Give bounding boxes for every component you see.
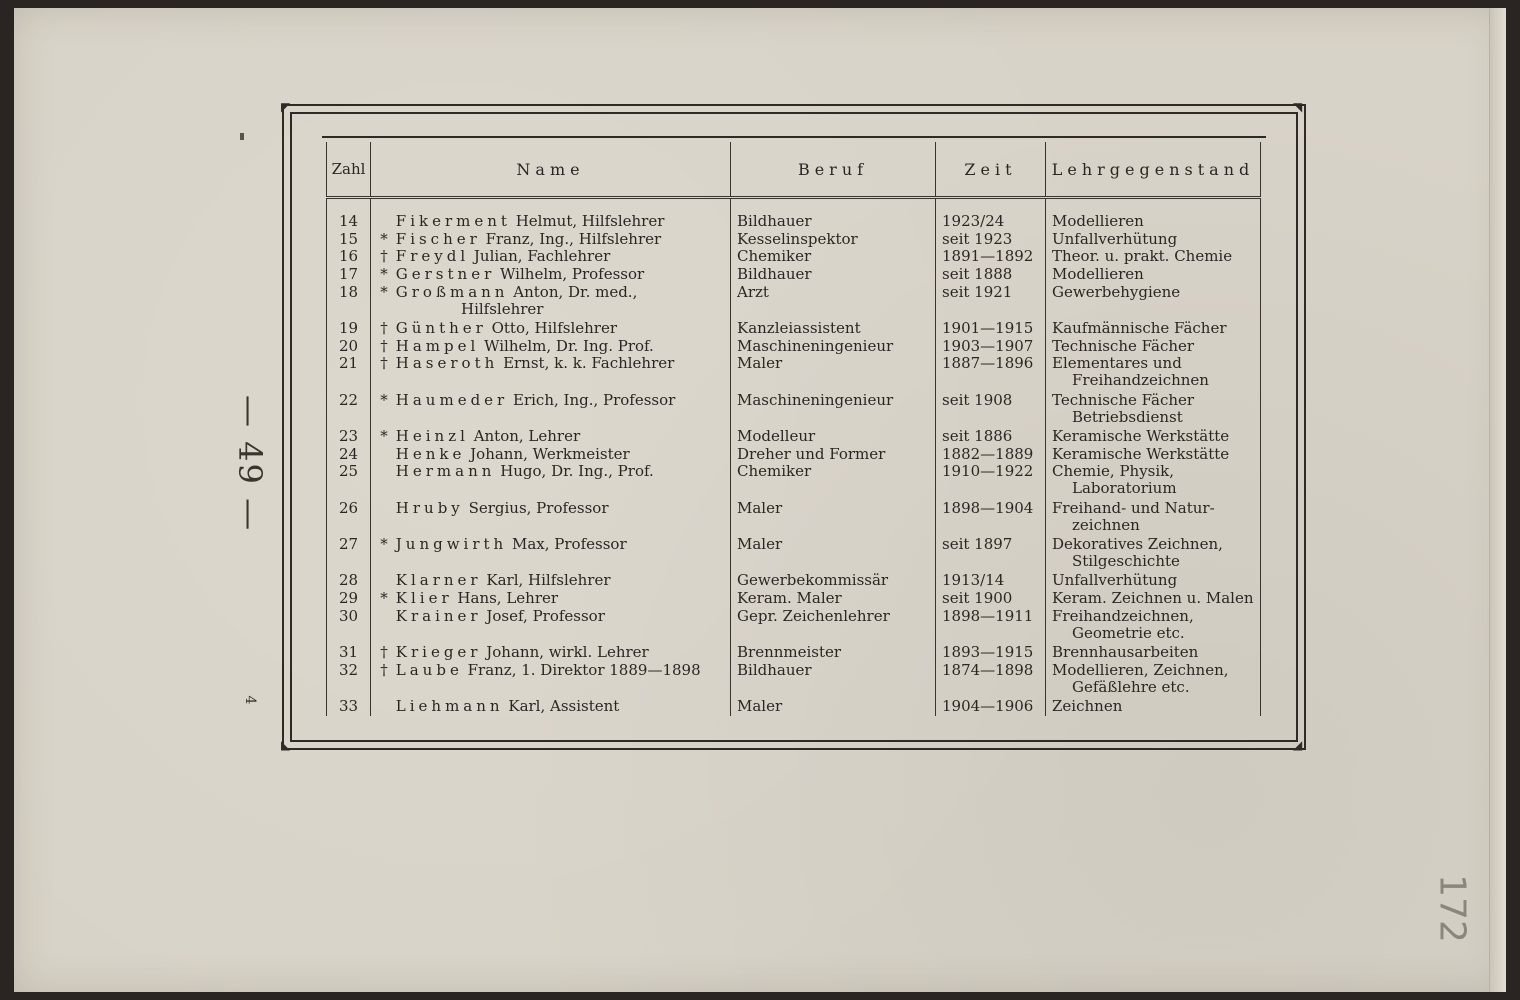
subject: Kaufmännische Fächer	[1052, 320, 1227, 338]
row-number	[327, 284, 371, 319]
status-mark: †	[380, 644, 388, 662]
beruf-cell	[731, 284, 936, 319]
header-name: Name	[371, 142, 731, 198]
subject: Elementares und	[1052, 355, 1182, 373]
surname: Henke	[395, 445, 466, 463]
row-number-text: 14	[338, 213, 359, 230]
name-details: Josef, Professor	[486, 607, 605, 625]
zeit: seit 1921	[942, 283, 1013, 301]
zeit: 1903—1907	[942, 337, 1034, 355]
row-number	[327, 536, 371, 571]
zeit-cell	[936, 590, 1046, 608]
subject-cell	[1046, 463, 1261, 498]
subject-continuation: Stilgeschichte	[1072, 552, 1180, 571]
row-number	[327, 320, 371, 338]
name-cell	[371, 428, 731, 446]
name-continuation: Hilfslehrer	[461, 299, 544, 318]
row-number	[327, 500, 371, 535]
beruf-cell	[731, 338, 936, 356]
status-mark: *	[380, 283, 388, 301]
subject-cell	[1046, 446, 1261, 464]
surname: Fikerment	[395, 213, 511, 230]
surname: Freydl	[395, 248, 470, 266]
status-mark: *	[380, 428, 388, 446]
table-row	[327, 698, 1261, 716]
subject: Unfallverhütung	[1052, 230, 1178, 248]
surname: Heinzl	[395, 428, 469, 446]
subject-cell	[1046, 644, 1261, 662]
subject: Zeichnen	[1052, 698, 1123, 716]
table-row	[327, 392, 1261, 427]
beruf-cell	[731, 213, 936, 231]
beruf: Modelleur	[737, 428, 816, 446]
beruf: Arzt	[737, 283, 769, 301]
subject-cell	[1046, 572, 1261, 590]
subject-cell	[1046, 355, 1261, 390]
zeit-cell	[936, 463, 1046, 498]
subject-cell	[1046, 231, 1261, 249]
row-number-text: 22	[338, 391, 359, 409]
table-row	[327, 446, 1261, 464]
beruf-cell	[731, 266, 936, 284]
beruf: Maschineningenieur	[737, 391, 894, 409]
subject: Dekoratives Zeichnen,	[1052, 536, 1223, 554]
table-body	[327, 198, 1261, 717]
beruf: Brennmeister	[737, 644, 842, 662]
table-row	[327, 355, 1261, 390]
archive-mark: 172	[1431, 874, 1473, 943]
table-row	[327, 284, 1261, 319]
zeit-cell	[936, 572, 1046, 590]
surname: Günther	[395, 320, 487, 338]
subject-cell	[1046, 213, 1261, 231]
row-number	[327, 463, 371, 498]
row-number	[327, 266, 371, 284]
beruf: Keram. Maler	[737, 590, 842, 608]
table-top-rule	[322, 136, 1266, 138]
row-number-text: 33	[338, 698, 359, 716]
page-edge	[1489, 8, 1506, 992]
corner-ornament-icon: ◤	[281, 100, 291, 114]
subject: Gewerbehygiene	[1052, 283, 1181, 301]
subject: Theor. u. prakt. Chemie	[1052, 248, 1233, 266]
status-mark: *	[380, 230, 388, 248]
beruf-cell	[731, 446, 936, 464]
beruf: Maler	[737, 536, 783, 554]
name-details: Otto, Hilfslehrer	[491, 320, 618, 338]
zeit-cell	[936, 320, 1046, 338]
row-number-text: 24	[338, 445, 359, 463]
row-number	[327, 590, 371, 608]
row-number	[327, 608, 371, 643]
row-number-text: 28	[338, 572, 359, 590]
surname: Hermann	[395, 463, 496, 481]
subject-cell	[1046, 284, 1261, 319]
beruf: Bildhauer	[737, 213, 812, 230]
zeit-cell	[936, 446, 1046, 464]
subject-continuation: Betriebsdienst	[1072, 407, 1183, 426]
corner-ornament-icon: ◢	[1293, 738, 1303, 752]
name-cell	[371, 338, 731, 356]
beruf-cell	[731, 320, 936, 338]
table-row	[327, 463, 1261, 498]
name-details: Helmut, Hilfslehrer	[515, 213, 665, 230]
name-details: Ernst, k. k. Fachlehrer	[503, 355, 675, 373]
row-number-text: 21	[338, 355, 359, 373]
beruf: Chemiker	[737, 248, 812, 266]
name-details: Sergius, Professor	[468, 499, 609, 517]
table-row	[327, 338, 1261, 356]
status-mark: *	[380, 536, 388, 554]
table-row	[327, 644, 1261, 662]
row-number-text: 27	[338, 536, 359, 554]
zeit: 1913/14	[942, 572, 1005, 590]
name-cell	[371, 392, 731, 427]
row-number	[327, 338, 371, 356]
row-number	[327, 698, 371, 716]
zeit-cell	[936, 355, 1046, 390]
row-number-text: 31	[338, 644, 359, 662]
row-number-text: 18	[338, 283, 359, 301]
name-cell	[371, 320, 731, 338]
row-number	[327, 248, 371, 266]
beruf: Kesselinspektor	[737, 230, 858, 248]
status-mark: †	[380, 248, 388, 266]
name-cell	[371, 662, 731, 697]
row-number-text: 23	[338, 428, 359, 446]
row-number	[327, 662, 371, 697]
status-mark: †	[380, 320, 388, 338]
name-cell	[371, 644, 731, 662]
surname: Liehmann	[395, 698, 504, 716]
beruf-cell	[731, 590, 936, 608]
subject: Modellieren	[1052, 266, 1144, 284]
page-number: — 49 —	[231, 395, 269, 533]
name-cell	[371, 284, 731, 319]
beruf-cell	[731, 662, 936, 697]
zeit-cell	[936, 213, 1046, 231]
zeit: 1910—1922	[942, 463, 1034, 481]
name-details: Anton, Dr. med.,	[513, 283, 638, 301]
subject-cell	[1046, 536, 1261, 571]
name-cell	[371, 446, 731, 464]
name-cell	[371, 590, 731, 608]
subject-continuation: Laboratorium	[1072, 479, 1177, 498]
status-mark: †	[380, 337, 388, 355]
name-details: Hans, Lehrer	[457, 590, 559, 608]
zeit: 1923/24	[942, 213, 1005, 230]
printer-mark	[240, 133, 244, 140]
corner-ornament-icon: ◣	[281, 738, 291, 752]
zeit: seit 1908	[942, 391, 1013, 409]
zeit-cell	[936, 536, 1046, 571]
header-zeit: Zeit	[936, 142, 1046, 198]
header-lehrgegenstand: Lehrgegenstand	[1046, 142, 1261, 198]
name-cell	[371, 231, 731, 249]
subject-cell	[1046, 590, 1261, 608]
subject: Keramische Werkstätte	[1052, 428, 1230, 446]
table-row	[327, 428, 1261, 446]
surname: Haseroth	[395, 355, 499, 373]
row-number-text: 16	[338, 248, 359, 266]
subject: Freihandzeichnen,	[1052, 607, 1194, 625]
subject: Chemie, Physik,	[1052, 463, 1175, 481]
beruf: Bildhauer	[737, 661, 812, 679]
row-number	[327, 355, 371, 390]
corner-ornament-icon: ◥	[1293, 100, 1303, 114]
zeit-cell	[936, 338, 1046, 356]
surname: Großmann	[395, 283, 509, 301]
zeit: 1893—1915	[942, 644, 1034, 662]
name-details: Johann, Werkmeister	[470, 445, 630, 463]
name-cell	[371, 500, 731, 535]
surname: Haumeder	[395, 391, 509, 409]
row-number-text: 15	[338, 230, 359, 248]
surname: Klarner	[395, 572, 482, 590]
name-details: Julian, Fachlehrer	[473, 248, 611, 266]
beruf: Gepr. Zeichenlehrer	[737, 607, 890, 625]
subject-cell	[1046, 320, 1261, 338]
zeit: seit 1886	[942, 428, 1013, 446]
subject: Modellieren, Zeichnen,	[1052, 661, 1229, 679]
name-details: Hugo, Dr. Ing., Prof.	[500, 463, 654, 481]
table-row	[327, 213, 1261, 231]
beruf-cell	[731, 231, 936, 249]
zeit-cell	[936, 644, 1046, 662]
zeit: 1882—1889	[942, 445, 1034, 463]
beruf: Maler	[737, 698, 783, 716]
zeit-cell	[936, 698, 1046, 716]
name-cell	[371, 266, 731, 284]
zeit-cell	[936, 284, 1046, 319]
row-number-text: 25	[338, 463, 359, 481]
name-cell	[371, 248, 731, 266]
signature-number: 4	[242, 695, 258, 705]
name-cell	[371, 572, 731, 590]
table-row	[327, 320, 1261, 338]
row-number-text: 29	[338, 590, 359, 608]
zeit-cell	[936, 428, 1046, 446]
surname: Jungwirth	[395, 536, 508, 554]
header-beruf: Beruf	[731, 142, 936, 198]
name-details: Franz, Ing., Hilfslehrer	[485, 230, 662, 248]
teacher-table	[326, 142, 1261, 716]
status-mark: *	[380, 590, 388, 608]
subject-continuation: zeichnen	[1072, 515, 1140, 534]
surname: Krainer	[395, 607, 482, 625]
table-row	[327, 536, 1261, 571]
zeit: seit 1900	[942, 590, 1013, 608]
row-number	[327, 446, 371, 464]
zeit: 1874—1898	[942, 661, 1034, 679]
table-header-row	[327, 142, 1261, 198]
subject-cell	[1046, 500, 1261, 535]
subject-cell	[1046, 338, 1261, 356]
beruf: Gewerbekommissär	[737, 572, 889, 590]
subject-cell	[1046, 266, 1261, 284]
row-number	[327, 231, 371, 249]
beruf-cell	[731, 536, 936, 571]
subject-cell	[1046, 428, 1261, 446]
zeit-cell	[936, 662, 1046, 697]
name-cell	[371, 608, 731, 643]
surname: Fischer	[395, 230, 481, 248]
row-number-text: 32	[338, 661, 359, 679]
beruf: Maler	[737, 355, 783, 373]
table-row	[327, 572, 1261, 590]
spacer-row	[327, 198, 1261, 214]
row-number	[327, 213, 371, 231]
subject-continuation: Gefäßlehre etc.	[1072, 677, 1190, 696]
subject-cell	[1046, 248, 1261, 266]
row-number-text: 19	[338, 320, 359, 338]
surname: Laube	[395, 661, 463, 679]
table-row	[327, 500, 1261, 535]
name-cell	[371, 213, 731, 231]
subject-cell	[1046, 608, 1261, 643]
beruf-cell	[731, 428, 936, 446]
zeit: 1898—1904	[942, 499, 1034, 517]
beruf-cell	[731, 392, 936, 427]
row-number-text: 20	[338, 337, 359, 355]
row-number	[327, 392, 371, 427]
surname: Hruby	[395, 499, 464, 517]
subject-cell	[1046, 698, 1261, 716]
subject: Unfallverhütung	[1052, 572, 1178, 590]
name-details: Johann, wirkl. Lehrer	[486, 644, 649, 662]
beruf-cell	[731, 248, 936, 266]
beruf-cell	[731, 698, 936, 716]
status-mark: †	[380, 661, 388, 679]
status-mark: *	[380, 266, 388, 284]
status-mark: *	[380, 391, 388, 409]
table-row	[327, 590, 1261, 608]
zeit: 1901—1915	[942, 320, 1034, 338]
subject: Brennhausarbeiten	[1052, 644, 1199, 662]
beruf: Maler	[737, 499, 783, 517]
zeit: seit 1923	[942, 230, 1013, 248]
zeit-cell	[936, 608, 1046, 643]
zeit: seit 1888	[942, 266, 1013, 284]
status-mark: †	[380, 355, 388, 373]
name-details: Wilhelm, Dr. Ing. Prof.	[484, 337, 654, 355]
zeit: 1898—1911	[942, 607, 1034, 625]
name-cell	[371, 536, 731, 571]
beruf-cell	[731, 644, 936, 662]
subject-cell	[1046, 392, 1261, 427]
name-details: Karl, Hilfslehrer	[486, 572, 611, 590]
subject: Modellieren	[1052, 213, 1144, 230]
table-row	[327, 662, 1261, 697]
beruf: Bildhauer	[737, 266, 812, 284]
zeit: 1904—1906	[942, 698, 1034, 716]
subject-cell	[1046, 662, 1261, 697]
row-number-text: 26	[338, 499, 359, 517]
subject: Technische Fächer	[1052, 337, 1195, 355]
beruf: Chemiker	[737, 463, 812, 481]
surname: Hampel	[395, 337, 480, 355]
name-details: Erich, Ing., Professor	[513, 391, 676, 409]
beruf: Dreher und Former	[737, 445, 886, 463]
table-row	[327, 266, 1261, 284]
beruf-cell	[731, 500, 936, 535]
zeit-cell	[936, 392, 1046, 427]
row-number-text: 17	[338, 266, 359, 284]
surname: Gerstner	[395, 266, 496, 284]
subject-continuation: Geometrie etc.	[1072, 623, 1185, 642]
table-row	[327, 608, 1261, 643]
beruf: Kanzleiassistent	[737, 320, 861, 338]
name-cell	[371, 355, 731, 390]
zeit-cell	[936, 248, 1046, 266]
row-number-text: 30	[338, 607, 359, 625]
beruf: Maschineningenieur	[737, 337, 894, 355]
table-row	[327, 248, 1261, 266]
name-cell	[371, 698, 731, 716]
zeit: seit 1897	[942, 536, 1013, 554]
beruf-cell	[731, 572, 936, 590]
surname: Krieger	[395, 644, 482, 662]
surname: Klier	[395, 590, 453, 608]
name-details: Karl, Assistent	[508, 698, 620, 716]
row-number	[327, 428, 371, 446]
name-cell	[371, 463, 731, 498]
beruf-cell	[731, 355, 936, 390]
subject: Technische Fächer	[1052, 391, 1195, 409]
header-zahl: Zahl	[327, 142, 371, 198]
subject: Freihand- und Natur-	[1052, 499, 1215, 517]
subject: Keram. Zeichnen u. Malen	[1052, 590, 1254, 608]
zeit-cell	[936, 266, 1046, 284]
row-number	[327, 572, 371, 590]
name-details: Max, Professor	[512, 536, 627, 554]
zeit-cell	[936, 231, 1046, 249]
table-row	[327, 231, 1261, 249]
zeit: 1891—1892	[942, 248, 1034, 266]
name-details: Wilhelm, Professor	[500, 266, 645, 284]
beruf-cell	[731, 463, 936, 498]
beruf-cell	[731, 608, 936, 643]
name-details: Franz, 1. Direktor 1889—1898	[467, 661, 701, 679]
subject-continuation: Freihandzeichnen	[1072, 371, 1209, 390]
zeit: 1887—1896	[942, 355, 1034, 373]
name-details: Anton, Lehrer	[473, 428, 581, 446]
subject: Keramische Werkstätte	[1052, 445, 1230, 463]
zeit-cell	[936, 500, 1046, 535]
row-number	[327, 644, 371, 662]
